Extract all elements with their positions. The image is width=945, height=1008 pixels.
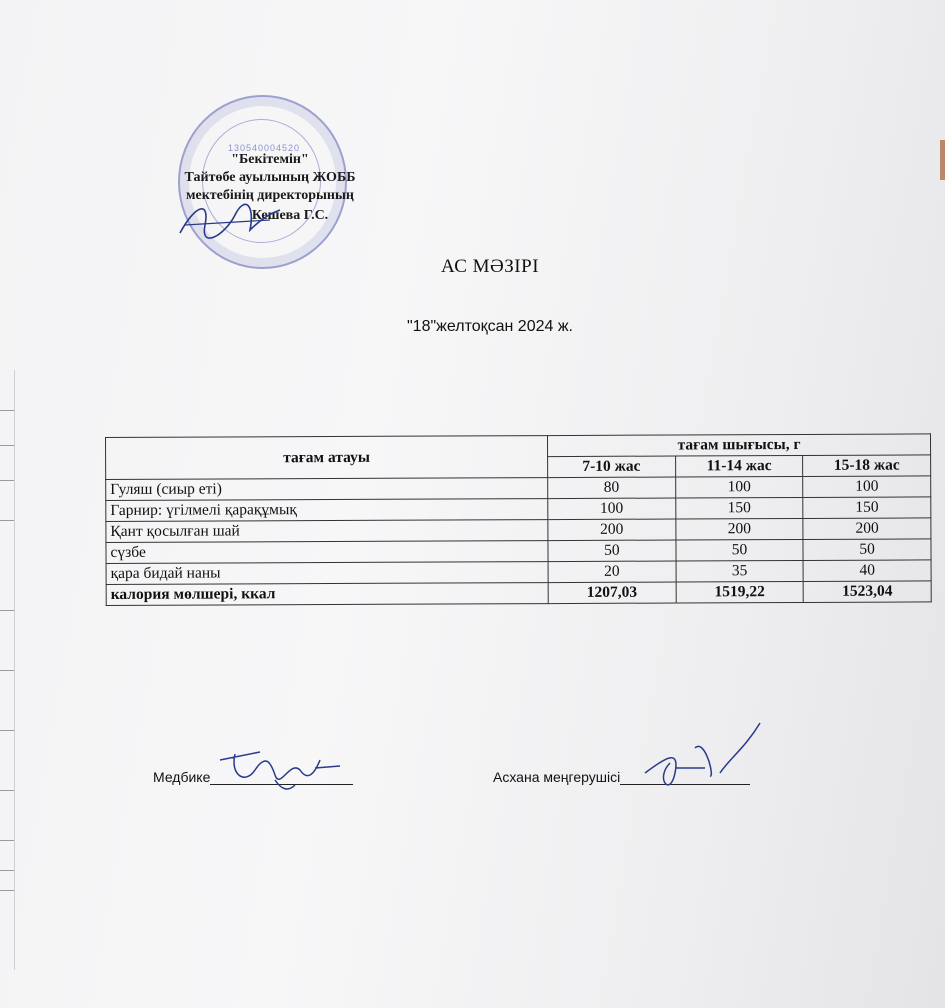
header-age-7-10: 7-10 жас [548,456,676,478]
menu-date: "18"желтоқсан 2024 ж. [407,318,573,335]
background-edge [940,140,945,180]
table-row: Гарнир: үгілмелі қарақұмық 100 150 150 [106,497,931,522]
header-portion-group: тағам шығысы, г [547,434,930,457]
table-row: Гуляш (сиыр еті) 80 100 100 [106,476,931,501]
canteen-manager-label: Асхана меңгерушісі [493,769,621,785]
header-age-15-18: 15-18 жас [803,455,931,477]
header-age-11-14: 11-14 жас [675,455,803,477]
canteen-signature [635,718,775,798]
table-row: сүзбе 50 50 50 [106,539,931,564]
approval-director-name: Кешева Г.С. [251,208,329,223]
total-calories-row: калория мөлшері, ккал 1207,03 1519,22 1523,04 [106,581,931,606]
header-dish-name: тағам атауы [106,436,548,480]
menu-table [105,433,932,606]
adjacent-page-edge [0,370,15,970]
page-title: АС МӘЗІРІ [440,256,540,277]
approval-school: Тайтөбе ауылының ЖОББ [184,170,356,185]
seal-number: 130540004520 [227,143,301,153]
table-row: Қант қосылған шай 200 200 200 [106,518,931,543]
canteen-signature-line [620,768,750,785]
canteen-signature-block [493,768,750,785]
table-row: қара бидай наны 20 35 40 [106,560,931,585]
approval-heading: "Бекітемін" [231,152,309,167]
nurse-signature-block [153,768,353,785]
approval-position: мектебінің директорының [185,188,354,203]
approval-block [150,95,390,270]
nurse-label: Медбике [153,769,211,785]
nurse-signature [215,740,345,800]
nurse-signature-line [210,768,353,785]
director-signature [175,195,285,245]
